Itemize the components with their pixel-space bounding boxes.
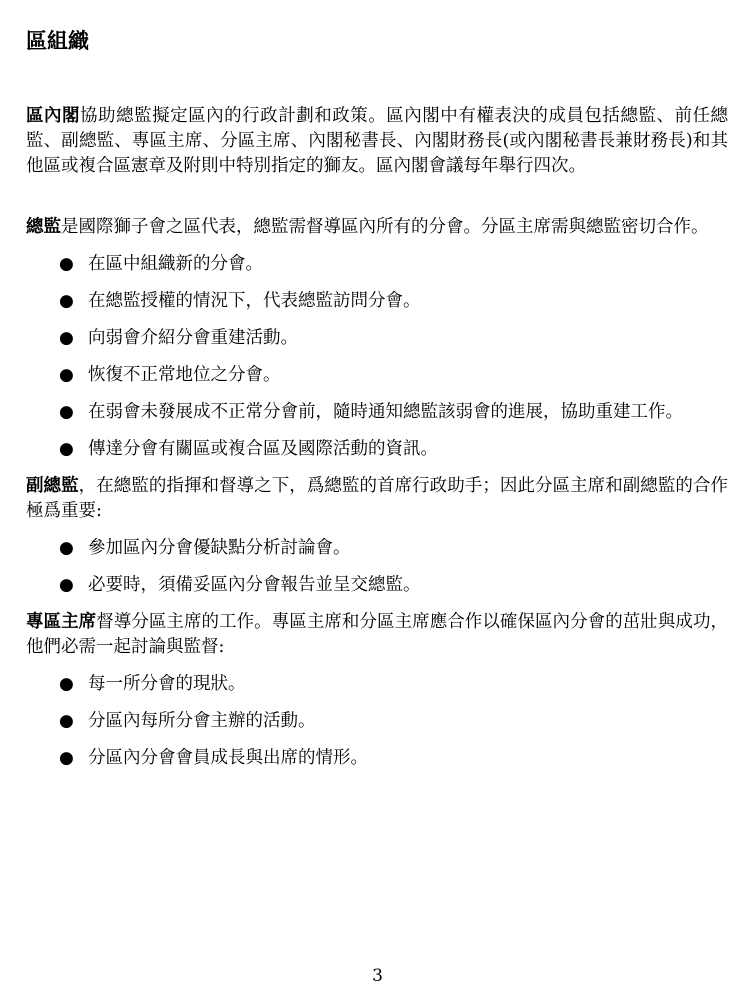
term-vice-district-governor: 副總監 [26, 476, 79, 496]
list-item: ● 在弱會未發展成不正常分會前，隨時通知總監該弱會的進展，協助重建工作。 [26, 400, 728, 425]
vice-district-governor-list [26, 536, 728, 598]
bullet-icon: ● [59, 575, 74, 595]
section-region-chairperson [26, 610, 728, 660]
list-item: ● 每一所分會的現狀。 [26, 672, 728, 697]
list-item: ● 向弱會介紹分會重建活動。 [26, 326, 728, 351]
region-chairperson-list [26, 672, 728, 771]
bullet-icon: ● [59, 538, 74, 558]
bullet-icon: ● [59, 748, 74, 768]
bullet-icon: ● [59, 365, 74, 385]
list-item: ● 恢復不正常地位之分會。 [26, 363, 728, 388]
section-vice-district-governor [26, 474, 728, 524]
document-page [26, 26, 728, 783]
page-title: 區組織 [26, 29, 89, 53]
bullet-icon: ● [59, 328, 74, 348]
district-governor-list [26, 252, 728, 462]
section-district-governor [26, 215, 728, 240]
district-governor-text: 是國際獅子會之區代表，總監需督導區內所有的分會。分區主席需與總監密切合作。 [61, 217, 709, 237]
list-item: ● 必要時，須備妥區內分會報告並呈交總監。 [26, 573, 728, 598]
bullet-icon: ● [59, 674, 74, 694]
bullet-icon: ● [59, 291, 74, 311]
list-item: ● 分區內分會會員成長與出席的情形。 [26, 746, 728, 771]
district-cabinet-text: 協助總監擬定區內的行政計劃和政策。區內閣中有權表決的成員包括總監、前任總監、副總監、專區主席、分區主席、內閣秘書長、內閣財務長(或內閣秘書長兼財務長)和其他區或複合區憲章及附則中特別指定的獅友。區內閣會議每年舉行四次。 [26, 106, 729, 176]
region-chairperson-text: 督導分區主席的工作。專區主席和分區主席應合作以確保區內分會的茁壯與成功，他們必需一起討論與監督: [26, 612, 729, 657]
bullet-icon: ● [59, 254, 74, 274]
list-item: ● 傳達分會有關區或複合區及國際活動的資訊。 [26, 437, 728, 462]
term-district-governor: 總監 [26, 217, 61, 237]
list-item: ● 在總監授權的情況下，代表總監訪問分會。 [26, 289, 728, 314]
list-item: ● 分區內每所分會主辦的活動。 [26, 709, 728, 734]
section-district-cabinet [26, 104, 728, 179]
page-number: 3 [372, 966, 383, 986]
vice-district-governor-text: ，在總監的指揮和督導之下，爲總監的首席行政助手；因此分區主席和副總監的合作極爲重要: [26, 476, 728, 521]
bullet-icon: ● [59, 439, 74, 459]
term-region-chairperson: 專區主席 [26, 612, 97, 632]
list-item: ● 在區中組織新的分會。 [26, 252, 728, 277]
bullet-icon: ● [59, 402, 74, 422]
list-item: ● 參加區內分會優缺點分析討論會。 [26, 536, 728, 561]
term-district-cabinet: 區內閣 [26, 106, 81, 126]
bullet-icon: ● [59, 711, 74, 731]
